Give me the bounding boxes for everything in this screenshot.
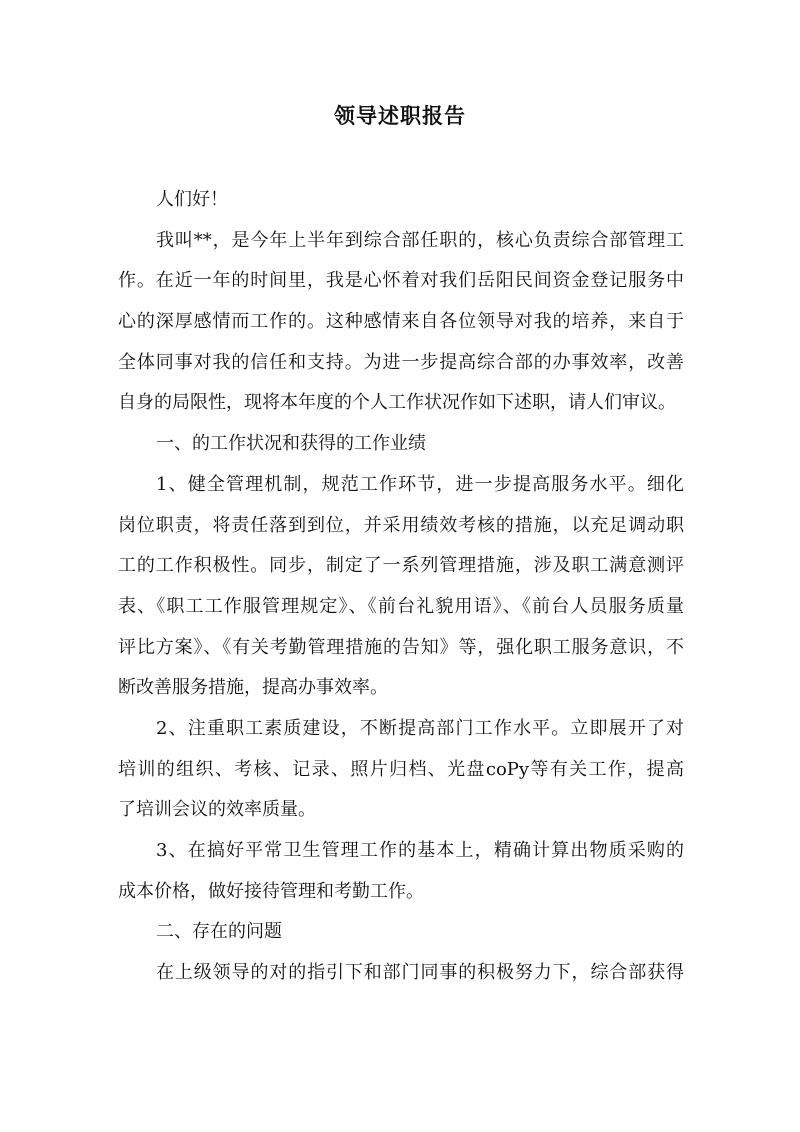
body-line: 断改善服务措施，提高办事效率。 <box>118 677 388 699</box>
body-line: 心的深厚感情而工作的。这种感情来自各位领导对我的培养，来自于 <box>118 311 684 333</box>
document-body <box>118 180 684 994</box>
body-line: 培训的组织、考核、记录、照片归档、光盘coPy等有关工作，提高 <box>118 758 684 780</box>
body-line: 1、健全管理机制，规范工作环节，进一步提高服务水平。细化 <box>156 473 684 495</box>
body-line: 3、在搞好平常卫生管理工作的基本上，精确计算出物质采购的 <box>156 840 684 861</box>
body-line: 一、的工作状况和获得的工作业绩 <box>156 433 426 455</box>
body-line: 在上级领导的对的指引下和部门同事的积极努力下，综合部获得 <box>156 962 684 984</box>
body-line: 评比方案》、《有关考勤管理措施的告知》等，强化职工服务意识，不 <box>118 636 684 658</box>
body-line: 表、《职工工作服管理规定》、《前台礼貌用语》、《前台人员服务质量 <box>118 595 684 617</box>
body-line: 人们好！ <box>156 189 228 210</box>
body-line: 岗位职责，将责任落到到位，并采用绩效考核的措施，以充足调动职 <box>118 514 684 536</box>
body-line: 二、存在的问题 <box>156 921 282 943</box>
body-line: 了培训会议的效率质量。 <box>118 799 316 821</box>
body-line: 作。在近一年的时间里，我是心怀着对我们岳阳民间资金登记服务中 <box>118 270 684 292</box>
body-line: 2、注重职工素质建设，不断提高部门工作水平。立即展开了对 <box>156 717 684 739</box>
body-line: 我叫**，是今年上半年到综合部任职的，核心负责综合部管理工 <box>156 229 684 251</box>
body-line: 自身的局限性，现将本年度的个人工作状况作如下述职，请人们审议。 <box>118 392 676 414</box>
body-line: 全体同事对我的信任和支持。为进一步提高综合部的办事效率，改善 <box>118 351 684 373</box>
document-title: 领导述职报告 <box>334 103 466 128</box>
body-line: 工的工作积极性。同步，制定了一系列管理措施，涉及职工满意测评 <box>118 555 684 577</box>
body-line: 成本价格，做好接待管理和考勤工作。 <box>118 880 424 902</box>
